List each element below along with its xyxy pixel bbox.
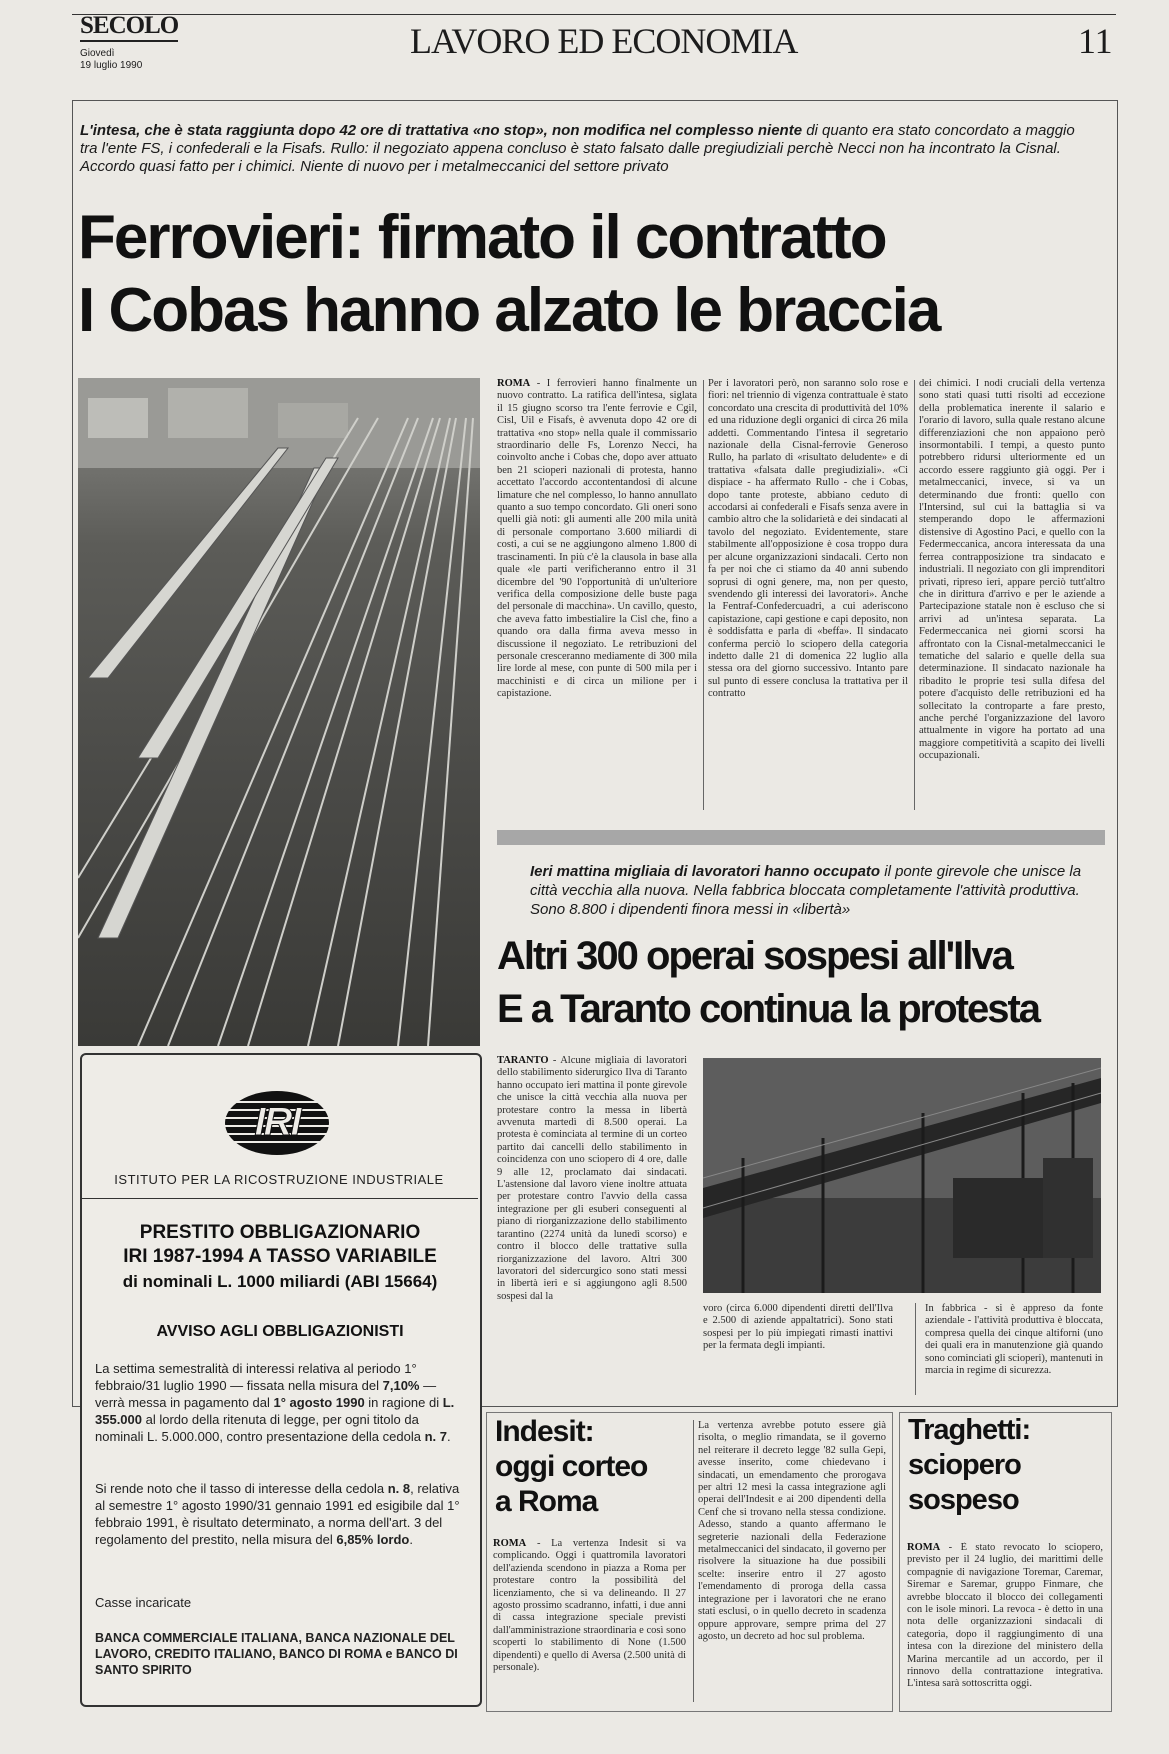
bond-title-2: IRI 1987-1994 A TASSO VARIABILE	[123, 1246, 437, 1267]
main-column-3	[919, 378, 1105, 818]
main-column-2	[708, 378, 908, 818]
issue-date	[80, 48, 142, 72]
ilva-headline-2: E a Taranto continua la protesta	[497, 987, 1040, 1031]
banks-list: BANCA COMMERCIALE ITALIANA, BANCA NAZIONALE DEL LAVORO, CREDITO ITALIANO, BANCO DI ROMA e BANCO DI SANTO SPIRITO	[95, 1631, 458, 1677]
main-subhead-lead: L'intesa, che è stata raggiunta dopo 42 ore di trattativa «no stop», non modifica nel complesso niente	[80, 122, 803, 139]
traghetti-headline-1: Traghetti:	[908, 1414, 1031, 1446]
para2-part-a: Si rende noto che il tasso di interesse della cedola	[95, 1481, 388, 1496]
para1-amount: L. 355.000	[95, 1395, 455, 1427]
indesit-dateline: ROMA	[493, 1538, 527, 1549]
main-column-1	[497, 378, 697, 818]
ilva-headline-1: Altri 300 operai sospesi all'Ilva	[497, 934, 1012, 978]
ilva-col3-text: In fabbrica - si è appreso da fonte aziendale - l'attività produttiva è bloccata, compresa quella dei cinque altiforni (uno dei quali era in manutenzione già quando sono cominciati gli scioperi), mantenuti in marcia in regime di sicurezza.	[925, 1303, 1103, 1377]
para1-part-c: in ragione di	[364, 1395, 443, 1410]
iri-institute-name: ISTITUTO PER LA RICOSTRUZIONE INDUSTRIALE	[114, 1172, 444, 1187]
ilva-col1-text: - Alcune migliaia di lavoratori dello stabilimento siderurgico Ilva di Taranto hanno occupato ieri mattina il ponte girevole che unisce la città vecchia alla nuova per protestare contro la messa in libertà avvenuta martedì di 8.500 operai. La protesta è cominciata al termine di un corteo partito dai cancelli dello stabilimento in coincidenza con uno sciopero di 4 ore, dalle 9 alle 12, proclamato dai sindacati. L'astensione dal lavoro viene inoltre attuata per protestare contro l'avvio della cassa integrazione per gli esuberi conseguenti al piano di riorganizzazione dello stabilimento tarantino (2274 unità da lunedì scorso) e contro il blocco delle trattative sulla riorganizzazione del lavoro. Altri 300 lavoratori del sidercurgico sono stati messi in libertà ieri e si aggiungono agli 8.500 sospesi dal la	[497, 1055, 687, 1302]
main-col1-text: - I ferrovieri hanno finalmente un nuovo contratto. La ratifica dell'intesa, siglata il 15 giugno scorso tra l'ente ferrovie e Cgil, Cisl, Uil e Fisafs, è avvenuta dopo 42 ore di trattativa «no stop» nella quale il commissario straordinario delle Fs, Lorenzo Necci, ha coinvolto anche i Cobas che, dopo aver attuato ben 21 scioperi nazionali di protesta, hanno accettato l'accordo accontentandosi di alcune limature che nel complesso, lo hanno annullato quanto a suo tempo concordato. Gli oneri sono quelli già noti: gli aumenti alle 200 mila unità di personale comportano 3.600 miliardi di costi, a cui se ne aggiungono almeno 1.800 di trascinamenti. In più c'è la clausola in base alla quale «le parti verificheranno entro il 31 dicembre del '90 l'opportunità di un'ulteriore verifica della composizione delle buste paga del personale di macchina». Un cavillo, questo, che aveva fatto imbestialire la Cisl che, fino a quando ora dalla firma aveva messo in discussione il negoziato. Le retribuzioni del personale cresceranno mediamente di 300 mila lire lorde al mese, con punte di 500 mila per i macchinisti e di circa un milione per i capistazione.	[497, 378, 697, 700]
traghetti-dateline: ROMA	[907, 1542, 941, 1553]
ilva-subhead	[530, 862, 1090, 919]
steel-plant-photo	[703, 1058, 1101, 1293]
indesit-headline-3: a Roma	[495, 1485, 598, 1518]
ilva-dateline: TARANTO	[497, 1055, 549, 1066]
para1-part-d: al lordo della ritenuta di legge, per ogni titolo da nominali L. 5.000.000, contro presentazione della cedola	[95, 1412, 425, 1444]
indesit-column-2	[698, 1420, 886, 1705]
ilva-column-1	[497, 1055, 687, 1400]
ilva-col2-text: voro (circa 6.000 dipendenti diretti dell'Ilva e 2.500 di aziende appaltatrici). Sono stati sospesi per lo più impiegati rimasti inattivi per la fermata degli impianti.	[703, 1303, 893, 1352]
para1-part-b: — verrà messa in pagamento dal	[95, 1378, 437, 1410]
main-col3-text: dei chimici. I nodi cruciali della vertenza sono stati quasi tutti risolti ad eccezione della problematica inerente il salario e l'orario di lavoro, sulla quale restano alcune differenziazioni che non appaiono però insormontabili. I tempi, a questo punto potrebbero ridursi ulteriormente ed un accordo essere raggiunto già oggi. Per i metalmeccanici, invece, si va un determinando due fronti: quello con l'Intersind, sul cui la battaglia si va stemperando dopo le affermazioni distensive di Agostino Paci, e quello con la Federmeccanica, ancora interessata da una ferrea contrapposizione tra sindacato e industriali. Il negoziato con gli imprenditori privati, ripreso ieri, appare perciò tutt'altro che in dirittura d'arrivo e per le aziende a Partecipazione statale non è escluso che si arrivi ad un'intesa separata. La Federmeccanica nei giorni scorsi ha affrontato con la Cisnal-metalmeccanici le tematiche del salario e quelle della sua determinazione. Il sindacato nazionale ha ribadito le proprie tesi sulla difesa del potere d'acquisto delle retribuzioni ed ha sollecitato la controparte a fare presto, anche perché l'organizzazione del lavoro attualmente in vigore ha portato ad una maggiore competitività a scapito dei livelli occupazionali.	[919, 378, 1105, 762]
ilva-column-2	[703, 1303, 893, 1400]
para1-date: 1° agosto 1990	[273, 1395, 365, 1410]
traghetti-column	[907, 1542, 1103, 1706]
main-subhead-rest: di quanto era stato concordato a maggio tra l'ente FS, i confederali e la Fisafs. Rullo: il negoziato appena concluso è stato falsato dalle pregiudiziali perchè Necci non ha incontrato la Cisnal. Accordo quasi fatto per i chimici. Niente di nuovo per i metalmeccanici del settore privato	[80, 122, 1075, 175]
traghetti-headline-2: sciopero	[908, 1449, 1021, 1481]
steel-plant-drawing	[703, 1058, 1101, 1293]
traghetti-col-text: - È stato revocato lo sciopero, previsto per il 24 luglio, dei marittimi delle compagnie di navigazione Toremar, Caremar, Siremar e Saremar, gruppo Finmare, che avrebbe bloccato il blocco dei collegamenti con le isole minori. La revoca - è detto in una nota delle organizzazioni sindacali di categoria, dopo il raggiungimento di una intesa con la direzione del ministero della Marina mercantile ad un accordo, per il rinnovo della contrattazione integrativa. L'intesa sarà sottoscritta oggi.	[907, 1542, 1103, 1690]
issue-date-text: 19 luglio 1990	[80, 60, 143, 71]
newspaper-logo: SECOLO	[80, 12, 179, 39]
indesit-headline-2: oggi corteo	[495, 1450, 648, 1483]
ilva-subhead-lead: Ieri mattina migliaia di lavoratori hanno occupato	[530, 863, 881, 880]
indesit-col1-text: - La vertenza Indesit si va complicando. Oggi i quattromila lavoratori dell'azienda scendono in piazza a Roma per protestare contro la possibilità del licenziamento, che si va delineando. Il 27 agosto prossimo scadranno, infatti, i due anni di cassa integrazione speciale previsti dall'amministrazione straordinaria e così sono scoperti lo stabilimento di None (1.500 dipendenti) e quello di Aversa (2.500 unità di personale).	[493, 1538, 686, 1674]
page-number: 11	[1078, 21, 1113, 61]
main-headline-1: Ferrovieri: firmato il contratto	[78, 203, 886, 272]
main-headline-2: I Cobas hanno alzato le braccia	[78, 276, 940, 345]
column-rule	[703, 380, 704, 810]
indesit-column-1	[493, 1538, 686, 1706]
issue-day: Giovedì	[80, 48, 115, 59]
notice-paragraph-1: La settima semestralità di interessi relativa al periodo 1° febbraio/31 luglio 1990 — fissata nella misura del 7,10% — verrà messa in pagamento dal 1° agosto 1990 in ragione di L. 355.000 al lordo della ritenuta di legge, per ogni titolo da nominali L. 5.000.000, contro presentazione della cedola n. 7.	[95, 1361, 455, 1444]
top-rule	[72, 14, 1116, 15]
banks-label: Casse incaricate	[95, 1595, 192, 1610]
railway-tracks-drawing	[78, 378, 480, 1046]
para1-part-a: La settima semestralità di interessi relativa al periodo 1° febbraio/31 luglio 1990 — fissata nella misura del	[95, 1361, 417, 1393]
para1-coupon: n. 7	[424, 1429, 447, 1444]
indesit-col2-text: La vertenza avrebbe potuto essere già risolta, o meglio rimandata, se il governo nel reiterare il decreto legge '82 sulla Gepi, avesse inserito, come chiedevano i sindacati, un emendamento che prorogava per altri 12 mesi la cassa integrazione agli operai dell'Indesit e ai 200 dipendenti della Cenf che si trovano nella stessa condizione. Adesso, stando a quanto affermano le segreterie nazionali della Federazione metalmeccanici del sindacato, il governo per risolvere la situazione ha due possibili scelte: inserire entro il 27 agosto l'emendamento di proroga della cassa integrazione per i lavoratori che ne erano stati esclusi, o in quello decreto in scadenza oppure approvare, sempre prima del 27 agosto, un decreto ad hoc sul problema.	[698, 1420, 886, 1642]
iri-logo-text: IRI	[254, 1100, 300, 1144]
iri-rule	[82, 1198, 478, 1199]
column-rule	[693, 1420, 694, 1702]
main-subhead	[80, 122, 1080, 176]
ilva-subhead-rest: il ponte girevole che unisce la città vecchia alla nuova. Nella fabbrica bloccata completamente l'attività produttiva. Sono 8.800 i dipendenti finora messi in «libertà»	[530, 863, 1082, 918]
main-col2-text: Per i lavoratori però, non saranno solo rose e fiori: nel triennio di vigenza contrattuale è stato concordato una crescita di produttività del 10% ed una riduzione degli organici di circa 26 mila addetti. Commentando l'intesa il segretario nazionale della Cisnal-ferrovie Generoso Rullo, ha parlato di «risultato deludente» e di trattativa «falsata dalle pregiudiziali». «Ci dispiace - ha affermato Rullo - che i Cobas, dopo tante proteste, abbiano ceduto di accodarsi ai confederali e Fisafs senza avere in cambio altro che la solidarietà e dei sindacati al tavolo del negoziato. Evidentemente, stare stabilmente all'opposizione è cosa troppo dura per alcune organizzazioni sindacali. Certo non fa per noi che ci stiamo da 40 anni subendo soprusi di ogni genere, ma, non per questo, svendendo gli interessi dei lavoratori». Anche la Fentraf-Confedercuadri, a cui aderiscono capistazione, capi gestione e capi deposito, non è soddisfatta e parla di «beffa». Il sindacato conferma perciò lo sciopero della categoria indetto dalle 21 di domenica 22 luglio alla stessa ora del giorno successivo. Intanto pare sul punto di essere conclusa la trattativa per il contratto	[708, 378, 908, 700]
indesit-headline-1: Indesit:	[495, 1415, 594, 1448]
para1-rate: 7,10%	[382, 1378, 420, 1393]
para2-coupon: n. 8	[387, 1481, 411, 1496]
column-rule	[915, 1303, 916, 1395]
iri-logo	[222, 1088, 332, 1158]
main-dateline: ROMA	[497, 378, 531, 389]
notice-paragraph-2: Si rende noto che il tasso di interesse della cedola n. 8, relativa al semestre 1° agosto 1990/31 gennaio 1991 ed esigibile dal 1° febbraio 1991, è risultato determinato, a norma dell'art. 3 del regolamento del prestito, nella misura del 6,85% lordo.	[95, 1481, 460, 1547]
bond-title-1: PRESTITO OBBLIGAZIONARIO	[139, 1222, 421, 1243]
section-title: LAVORO ED ECONOMIA	[410, 21, 798, 61]
ilva-column-3	[925, 1303, 1103, 1400]
para2-part-b: , relativa al semestre 1° agosto 1990/31 gennaio 1991 ed esigibile dal 1° febbraio 1991, è risultato determinato, a norma dell'art. 3 del regolamento del prestito, nella misura del	[95, 1481, 460, 1547]
divider-bar	[497, 830, 1105, 845]
para2-rate: 6,85% lordo	[336, 1532, 410, 1547]
column-rule	[914, 380, 915, 810]
railway-yard-photo	[78, 378, 480, 1046]
bond-title-3: di nominali L. 1000 miliardi (ABI 15664)	[122, 1272, 438, 1291]
bondholder-notice: AVVISO AGLI OBBLIGAZIONISTI	[156, 1323, 404, 1340]
traghetti-headline-3: sospeso	[908, 1484, 1019, 1516]
